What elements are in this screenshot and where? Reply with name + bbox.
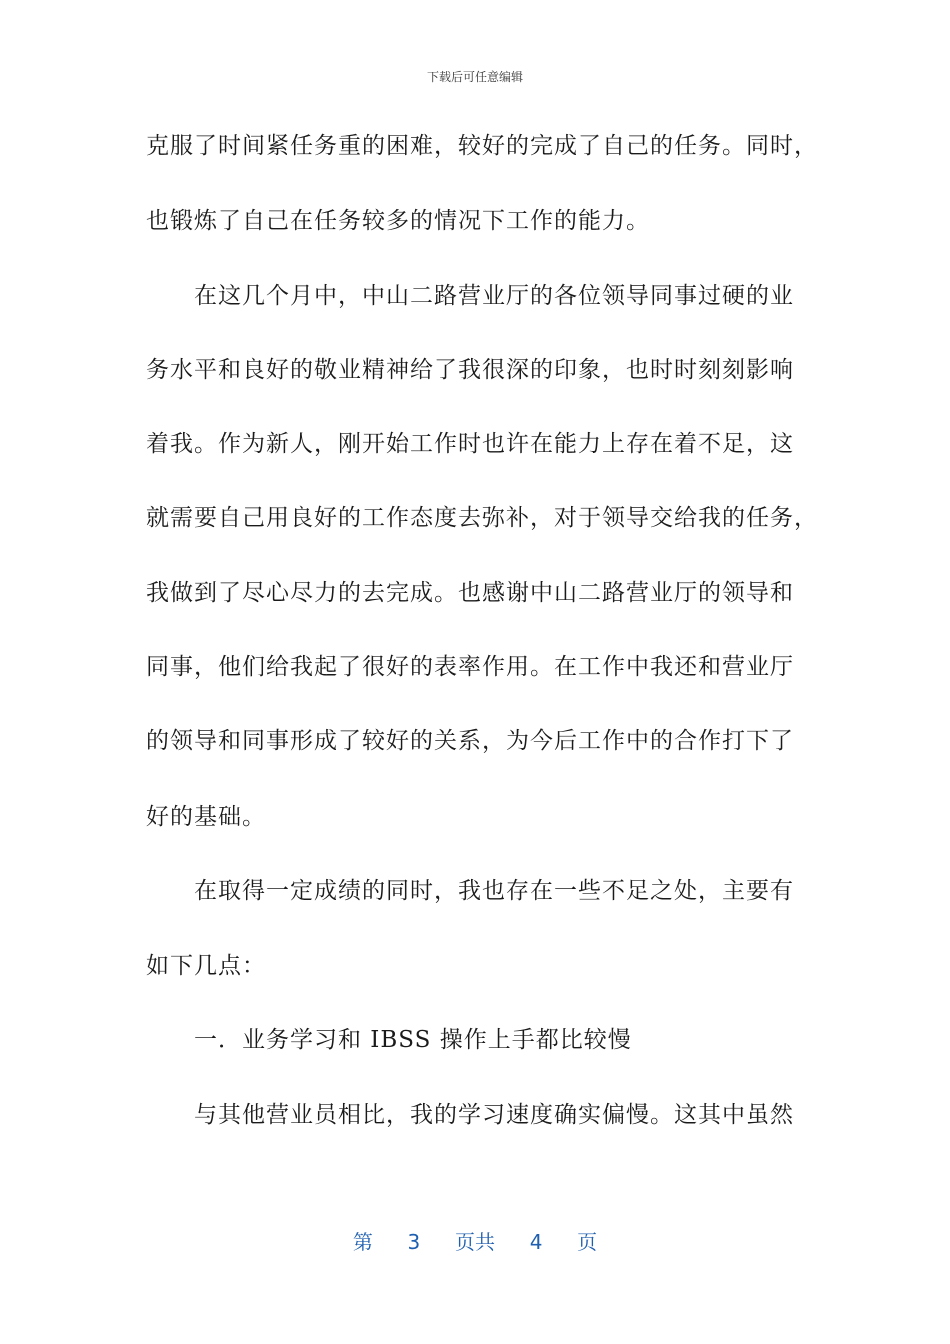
body-line-2: 也锻炼了自己在任务较多的情况下工作的能力。 — [146, 208, 650, 234]
page-number: 3 — [407, 1230, 421, 1254]
body-line-8: 同事，他们给我起了很好的表率作用。在工作中我还和营业厅 — [146, 654, 794, 680]
page-mid: 页共 — [455, 1230, 495, 1254]
body-line-1: 克服了时间紧任务重的困难，较好的完成了自己的任务。同时， — [146, 133, 818, 159]
page-suffix: 页 — [577, 1230, 598, 1254]
body-line-4: 务水平和良好的敬业精神给了我很深的印象，也时时刻刻影响 — [146, 357, 794, 383]
body-line-9: 的领导和同事形成了较好的关系，为今后工作中的合作打下了 — [146, 728, 794, 754]
page-footer — [0, 1226, 950, 1255]
body-line-11: 在取得一定成绩的同时，我也存在一些不足之处，主要有 — [194, 878, 794, 904]
body-line-14: 与其他营业员相比，我的学习速度确实偏慢。这其中虽然 — [194, 1102, 794, 1128]
body-line-7: 我做到了尽心尽力的去完成。也感谢中山二路营业厅的领导和 — [146, 580, 794, 606]
body-line-6: 就需要自己用良好的工作态度去弥补，对于领导交给我的任务， — [146, 505, 818, 531]
page-prefix: 第 — [352, 1230, 373, 1254]
body-line-12: 如下几点： — [146, 953, 266, 979]
header-note: 下载后可任意编辑 — [426, 70, 523, 84]
body-line-10: 好的基础。 — [146, 804, 266, 830]
section-heading: 一．业务学习和 IBSS 操作上手都比较慢 — [194, 1027, 632, 1053]
body-line-5: 着我。作为新人，刚开始工作时也许在能力上存在着不足，这 — [146, 431, 794, 457]
total-pages: 4 — [529, 1230, 543, 1254]
body-line-3: 在这几个月中，中山二路营业厅的各位领导同事过硬的业 — [194, 283, 794, 309]
